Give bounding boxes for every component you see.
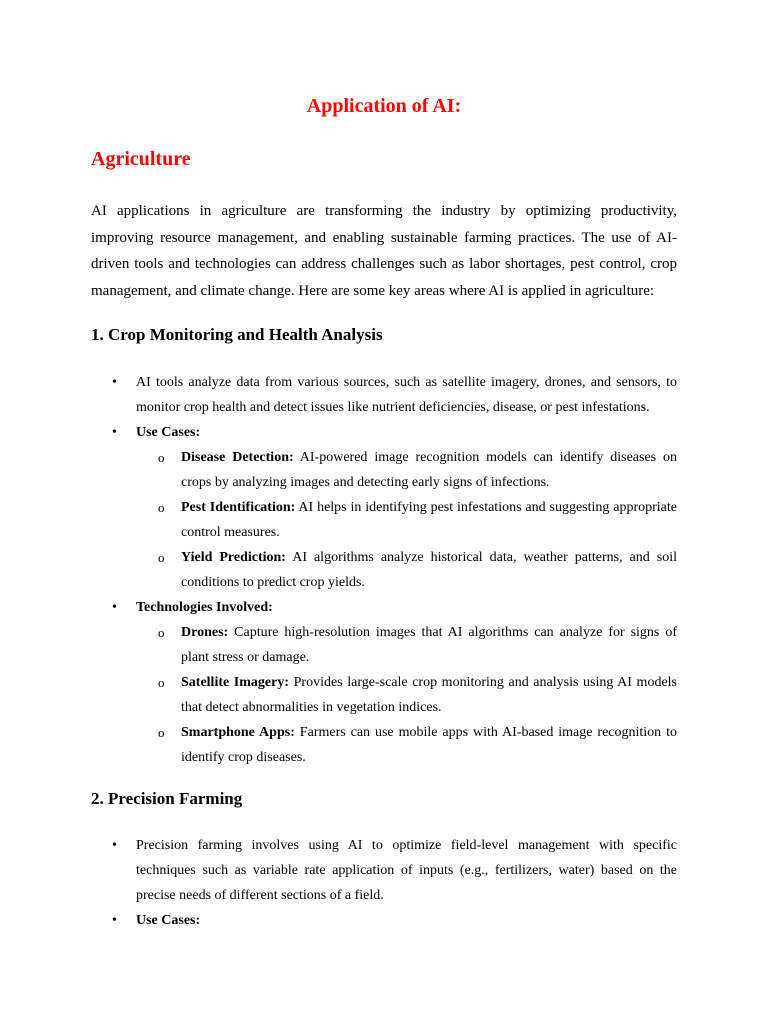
use-case-text: AI helps in identifying pest infestations and suggesting appropriate control measures. [181, 500, 678, 540]
list-item [91, 595, 677, 770]
list-item [136, 445, 677, 495]
precision-farming-list [91, 833, 677, 933]
list-item [91, 420, 677, 595]
use-cases-list [136, 445, 677, 595]
bullet-icon: • [112, 838, 117, 853]
technology-text: Capture high-resolution images that AI algorithms can analyze for signs of plant stress or damage. [181, 625, 677, 665]
list-item [136, 545, 677, 595]
sub-bullet-icon: o [158, 675, 165, 690]
use-cases-label: Use Cases: [136, 425, 201, 440]
sub-bullet-icon: o [158, 550, 165, 565]
use-case-text: AI-powered image recognition models can identify diseases on crops by analyzing images and detecting early signs of infections. [181, 450, 678, 490]
crop-monitoring-list [91, 370, 677, 770]
technology-term: Satellite Imagery: [181, 675, 290, 690]
technology-term: Smartphone Apps: [181, 725, 295, 740]
precision-use-cases-label: Use Cases: [136, 913, 201, 928]
bullet-icon: • [112, 913, 117, 928]
list-item [136, 620, 677, 670]
precision-farming-overview: Precision farming involves using AI to optimize field-level management with specific techniques such as variable rate application of inputs (e.g., fertilizers, water) based on the precise needs of different sections of a field. [136, 838, 677, 903]
crop-monitoring-overview: AI tools analyze data from various sources, such as satellite imagery, drones, and sensors, to monitor crop health and detect issues like nutrient deficiencies, disease, or pest infestations. [136, 375, 677, 415]
technology-text: Farmers can use mobile apps with AI-based image recognition to identify crop diseases. [181, 725, 678, 765]
technology-term: Drones: [181, 625, 229, 640]
bullet-icon: • [112, 425, 117, 440]
sub-bullet-icon: o [158, 625, 165, 640]
use-case-term: Disease Detection: [181, 450, 294, 465]
sub-bullet-icon: o [158, 450, 165, 465]
technologies-label: Technologies Involved: [136, 600, 273, 615]
section-heading-agriculture: Agriculture [91, 148, 191, 170]
list-item [91, 370, 677, 420]
heading-crop-monitoring: 1. Crop Monitoring and Health Analysis [91, 325, 383, 344]
technology-text: Provides large-scale crop monitoring and analysis using AI models that detect abnormalities in vegetation indices. [181, 675, 677, 715]
list-item [136, 495, 677, 545]
technologies-list [136, 620, 677, 770]
document-title: Application of AI: [306, 95, 462, 117]
bullet-icon: • [112, 600, 117, 615]
list-item [91, 833, 677, 908]
list-item [136, 670, 677, 720]
sub-bullet-icon: o [158, 500, 165, 515]
intro-paragraph: AI applications in agriculture are transforming the industry by optimizing productivity, improving resource management, and enabling sustainable farming practices. The use of AI-driven tools and technologies can address challenges such as labor shortages, pest control, crop management, and climate change. Here are some key areas where AI is applied in agriculture: [91, 203, 677, 299]
heading-precision-farming: 2. Precision Farming [91, 789, 243, 808]
use-case-term: Yield Prediction: [181, 550, 286, 565]
use-case-text: AI algorithms analyze historical data, weather patterns, and soil conditions to predict crop yields. [181, 550, 677, 590]
sub-bullet-icon: o [158, 725, 165, 740]
bullet-icon: • [112, 375, 117, 390]
list-item [91, 908, 677, 933]
use-case-term: Pest Identification: [181, 500, 296, 515]
list-item [136, 720, 677, 770]
